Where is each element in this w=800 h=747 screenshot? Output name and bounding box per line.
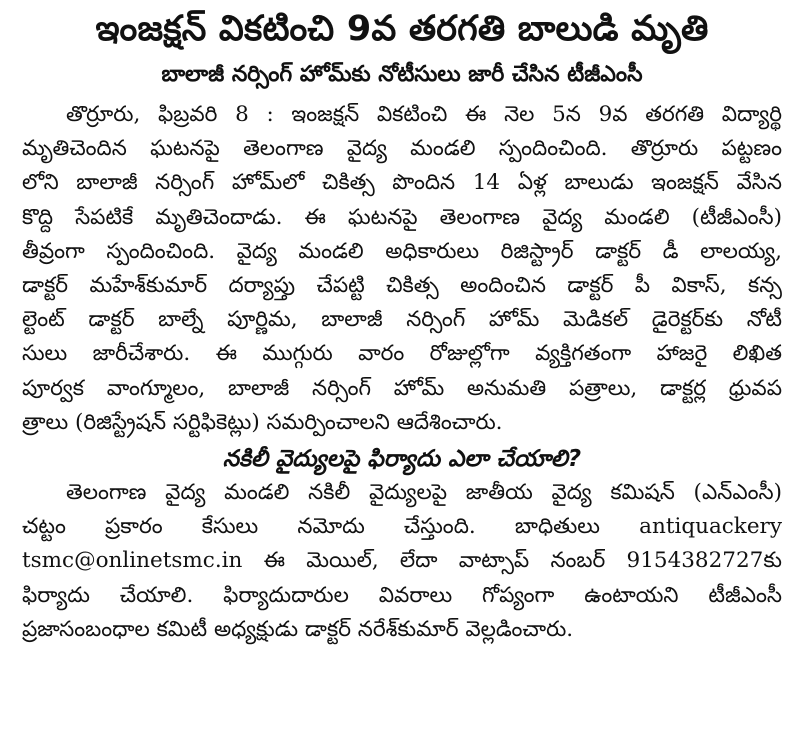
body-line: త్రాలు (రిజిస్ట్రేషన్ సర్టిఫికెట్లు) సమర్పించాలని ఆదేశించారు. — [22, 409, 503, 435]
body-line: కొద్ది సేపటికే మృతిచెందాడు. ఈ ఘటనపై తెలంగాణ వైద్య మండలి (టీజీఎంసీ) — [22, 204, 782, 230]
headline: ఇంజక్షన్ వికటించి 9వ తరగతి బాలుడి మృతి — [95, 9, 709, 49]
body-line: తెలంగాణ వైద్య మండలి నకిలీ వైద్యులపై జాతీయ వైద్య కమిషన్ (ఎన్ఎంసీ) — [66, 480, 782, 506]
section-heading: నకిలీ వైద్యులపై ఫిర్యాదు ఎలా చేయాలి? — [222, 446, 582, 473]
body-line: మృతిచెందిన ఘటనపై తెలంగాణ వైద్య మండలి స్పందించింది. తొర్రూరు పట్టణం — [22, 136, 782, 162]
body-line: ల్టెంట్ డాక్టర్ బాల్నే పూర్ణిమ, బాలాజీ నర్సింగ్ హోమ్ మెడికల్ డైరెక్టర్‌కు నోటీ — [22, 307, 782, 333]
body-line: tsmc@onlinetsmc.in ఈ మెయిల్, లేదా వాట్సాప్ నంబర్ 9154382727కు — [22, 548, 782, 574]
subheadline: బాలాజీ నర్సింగ్ హోమ్‌కు నోటీసులు జారీ చేసిన టీజీఎంసీ — [161, 62, 643, 87]
body-line: డాక్టర్ మహేశ్‌కుమార్ దర్యాప్తు చేపట్టి చికిత్స అందించిన డాక్టర్ పీ వికాస్, కన్స — [22, 273, 782, 299]
paragraph-2 — [22, 476, 782, 647]
body-line: తొర్రూరు, ఫిబ్రవరి 8 : ఇంజక్షన్ వికటించి ఈ నెల 5న 9వ తరగతి విద్యార్థి — [66, 102, 782, 127]
body-line: ప్రజాసంబంధాల కమిటీ అధ్యక్షుడు డాక్టర్ నరేశ్‌కుమార్ వెల్లడించారు. — [22, 616, 574, 642]
body-line: ఫిర్యాదు చేయాలి. ఫిర్యాదుదారుల వివరాలు గోప్యంగా ఉంటాయని టీజీఎంసీ — [22, 582, 782, 608]
body-line: సులు జారీచేశారు. ఈ ముగ్గురు వారం రోజుల్లోగా వ్యక్తిగతంగా హాజరై లిఖిత — [22, 341, 782, 367]
body-line: చట్టం ప్రకారం కేసులు నమోదు చేస్తుంది. బాధితులు antiquackery — [22, 514, 782, 540]
paragraph-1 — [22, 98, 782, 440]
body-line: తీవ్రంగా స్పందించింది. వైద్య మండలి అధికారులు రిజిస్ట్రార్ డాక్టర్ డీ లాలయ్య, — [22, 238, 782, 264]
body-line: పూర్వక వాంగ్మూలం, బాలాజీ నర్సింగ్ హోమ్ అనుమతి పత్రాలు, డాక్టర్ల ధ్రువప — [22, 375, 782, 401]
body-line: లోని బాలాజీ నర్సింగ్ హోమ్‌లో చికిత్స పొందిన 14 ఏళ్ల బాలుడు ఇంజక్షన్ వేసిన — [22, 170, 782, 196]
